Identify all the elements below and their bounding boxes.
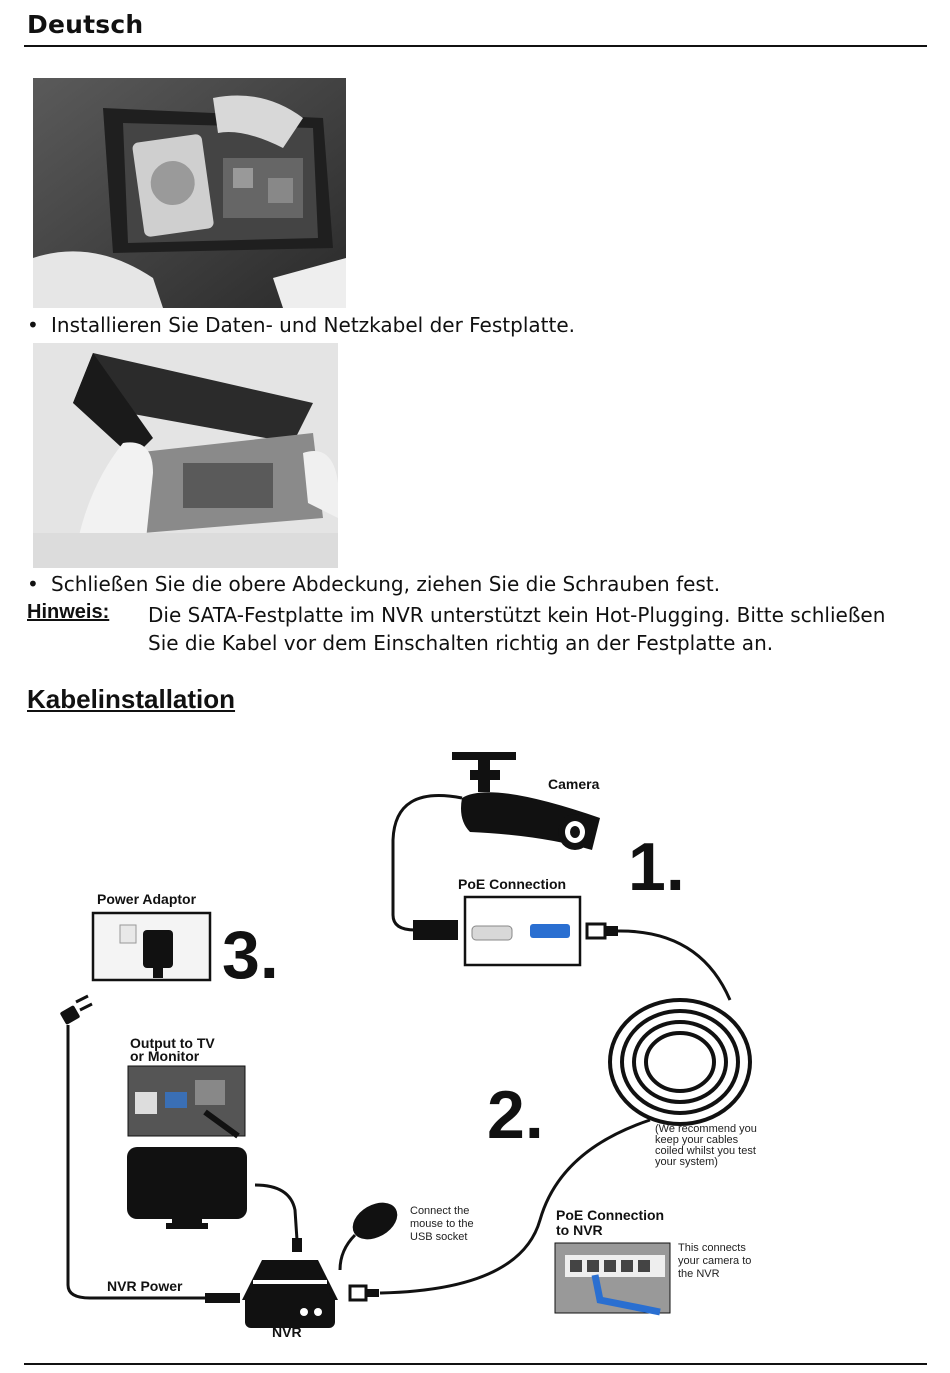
photo-hdd-install [33,78,346,308]
cable-note-2: keep your cables [655,1134,739,1146]
cable-installation-diagram [0,740,950,1350]
section-title: Kabelinstallation [27,684,236,714]
step-text: Schließen Sie die obere Abdeckung, ziehen Sie die Schrauben fest. [51,572,721,596]
label-poe-connection: PoE Connection [458,876,567,892]
step-bullet-1 [27,313,575,337]
label-nvr-power: NVR Power [107,1278,183,1294]
nvr-icon [242,1260,338,1328]
connects-note-2: your camera to [678,1255,752,1267]
cable-coil [610,1000,750,1124]
step-text: Installieren Sie Daten- und Netzkabel der Festplatte. [51,313,575,337]
note-text: Die SATA-Festplatte im NVR unterstützt kein Hot-Plugging. Bitte schließen Sie die Kabel vor dem Einschalten richtig an der Festplatte an. [148,603,886,655]
top-divider [24,45,927,47]
step-number-3: 3. [222,917,279,993]
connects-note-1: This connects [678,1242,746,1254]
note-label: Hinweis: [27,601,110,623]
mouse-note-2: mouse to the [410,1218,474,1230]
label-camera: Camera [548,776,600,792]
camera-icon [452,752,600,850]
step-number-2: 2. [487,1077,544,1153]
step-bullet-2 [27,572,720,596]
section-language-heading: Deutsch [27,10,144,39]
photo-close-cover [33,343,338,568]
connects-note-3: the NVR [678,1268,720,1280]
label-nvr: NVR [272,1324,302,1340]
label-output-2: or Monitor [130,1048,200,1064]
plug-icon [60,996,92,1025]
cable-note-1: (We recommend you [655,1123,757,1135]
label-poe-nvr-1: PoE Connection [556,1207,665,1223]
label-power-adaptor: Power Adaptor [97,891,197,907]
label-output-1: Output to TV [130,1035,215,1051]
mouse-icon [346,1195,404,1247]
bullet-dot: • [27,572,39,596]
step-number-1: 1. [628,829,685,905]
bullet-dot: • [27,313,39,337]
cable-note-3: coiled whilst you test [655,1145,756,1157]
monitor-icon [127,1147,247,1229]
mouse-note-1: Connect the [410,1205,470,1217]
cable-note-4: your system) [655,1156,718,1168]
label-poe-nvr-2: to NVR [556,1222,603,1238]
mouse-note-3: USB socket [410,1231,468,1243]
bottom-divider [24,1363,927,1365]
